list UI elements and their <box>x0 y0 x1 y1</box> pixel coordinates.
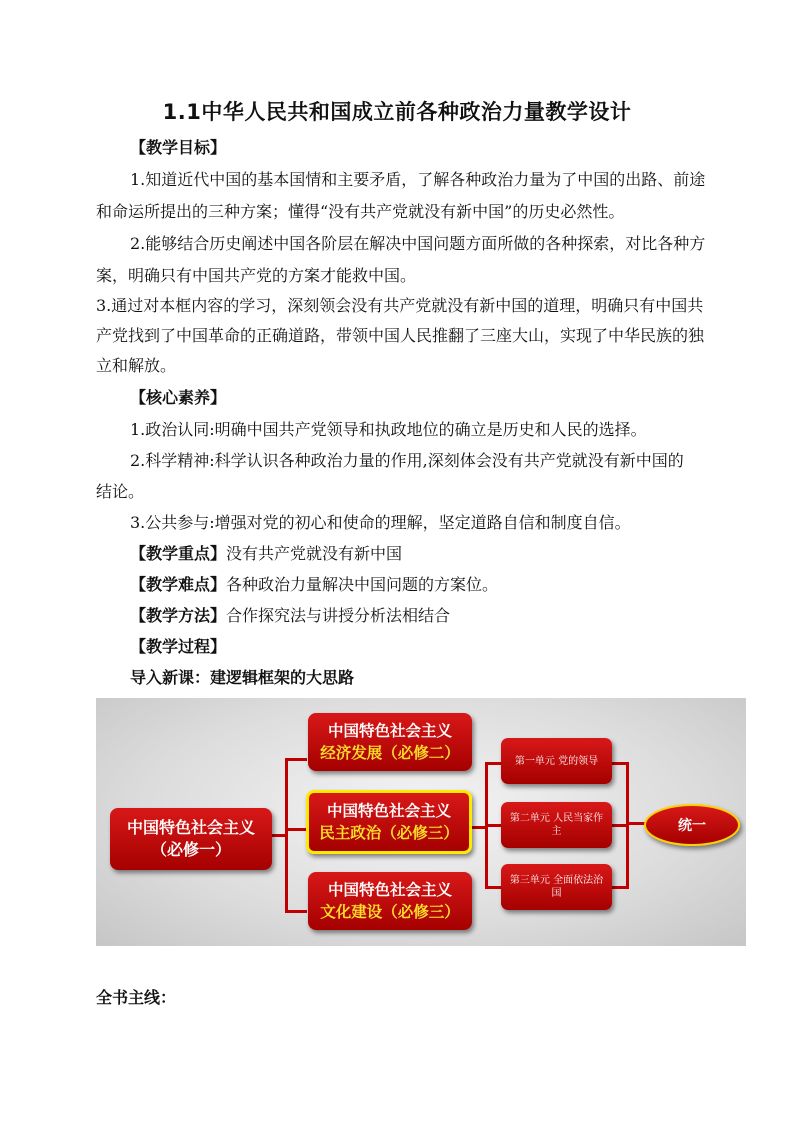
goal-3-line-1: 3.通过对本框内容的学习，深刻领会没有共产党就没有新中国的道理，明确只有中国共 <box>96 296 704 315</box>
method-text: 合作探究法与讲授分析法相结合 <box>226 606 451 625</box>
branch-box-politics <box>306 790 472 854</box>
goal-2-line-1: 2.能够结合历史阐述中国各阶层在解决中国问题方面所做的各种探索，对比各种方 <box>130 234 706 253</box>
connector <box>626 762 629 889</box>
branch-box-economy <box>308 713 472 771</box>
unit-box-2 <box>501 802 612 848</box>
unit-box-2-label: 第二单元 人民当家作主 <box>509 813 604 837</box>
unit-box-1-label: 第一单元 党的领导 <box>514 755 599 767</box>
literacy-1: 1.政治认同:明确中国共产党领导和执政地位的确立是历史和人民的选择。 <box>130 420 647 439</box>
mainline-label: 全书主线： <box>96 988 177 1007</box>
connector <box>472 826 486 829</box>
goal-3-line-2: 产党找到了中国革命的正确道路，带领中国人民推翻了三座大山，实现了中华民族的独 <box>96 326 705 345</box>
literacy-2-line-1: 2.科学精神:科学认识各种政治力量的作用,深刻体会没有共产党就没有新中国的 <box>130 451 684 470</box>
key-point-text: 没有共产党就没有新中国 <box>226 544 403 563</box>
connector <box>485 762 501 765</box>
unify-oval <box>644 804 740 846</box>
goal-2-line-2: 案，明确只有中国共产党的方案才能救中国。 <box>96 266 417 285</box>
branch-box-culture <box>308 872 472 930</box>
connector <box>285 910 307 913</box>
difficulty-label: 【教学难点】 <box>130 575 227 594</box>
branch-box-politics-line-2: 民主政治（必修三） <box>319 824 459 842</box>
difficulty-row <box>130 575 498 595</box>
branch-box-culture-line-1: 中国特色社会主义 <box>327 881 452 899</box>
goals-heading: 【教学目标】 <box>130 138 227 157</box>
literacy-2-line-2: 结论。 <box>96 482 145 501</box>
connector <box>626 822 646 825</box>
branch-box-economy-line-1: 中国特色社会主义 <box>327 722 452 740</box>
branch-box-politics-line-1: 中国特色社会主义 <box>326 802 451 820</box>
method-row <box>130 606 450 626</box>
key-point-label: 【教学重点】 <box>130 544 227 563</box>
unify-label: 统一 <box>678 818 706 834</box>
branch-box-culture-line-2: 文化建设（必修三） <box>320 903 460 921</box>
goal-1-line-2: 和命运所提出的三种方案；懂得“没有共产党就没有新中国”的历史必然性。 <box>96 202 625 221</box>
unit-box-3 <box>501 864 612 910</box>
goal-3-line-3: 立和解放。 <box>96 356 177 375</box>
branch-box-economy-line-2: 经济发展（必修二） <box>320 744 460 762</box>
framework-diagram <box>96 698 746 946</box>
connector <box>285 758 307 761</box>
literacy-3: 3.公共参与:增强对党的初心和使命的理解，坚定道路自信和制度自信。 <box>130 513 631 532</box>
connector <box>485 886 501 889</box>
unit-box-1 <box>501 738 612 784</box>
intro-line: 导入新课：建逻辑框架的大思路 <box>130 668 355 687</box>
connector <box>485 824 501 827</box>
page-title: 1.1中华人民共和国成立前各种政治力量教学设计 <box>162 100 632 124</box>
difficulty-text: 各种政治力量解决中国问题的方案位。 <box>226 575 499 594</box>
method-label: 【教学方法】 <box>130 606 227 625</box>
connector <box>285 828 307 831</box>
root-box <box>110 808 272 870</box>
key-point-row <box>130 544 402 564</box>
root-box-line-1: 中国特色社会主义 <box>126 818 255 837</box>
connector <box>272 834 286 837</box>
unit-box-3-label: 第三单元 全面依法治国 <box>509 875 604 899</box>
goal-1-line-1: 1.知道近代中国的基本国情和主要矛盾，了解各种政治力量为了中国的出路、前途 <box>130 170 706 189</box>
connector <box>285 758 288 912</box>
process-heading: 【教学过程】 <box>130 637 227 656</box>
root-box-line-2: （必修一） <box>150 840 231 859</box>
literacy-heading: 【核心素养】 <box>130 388 227 407</box>
